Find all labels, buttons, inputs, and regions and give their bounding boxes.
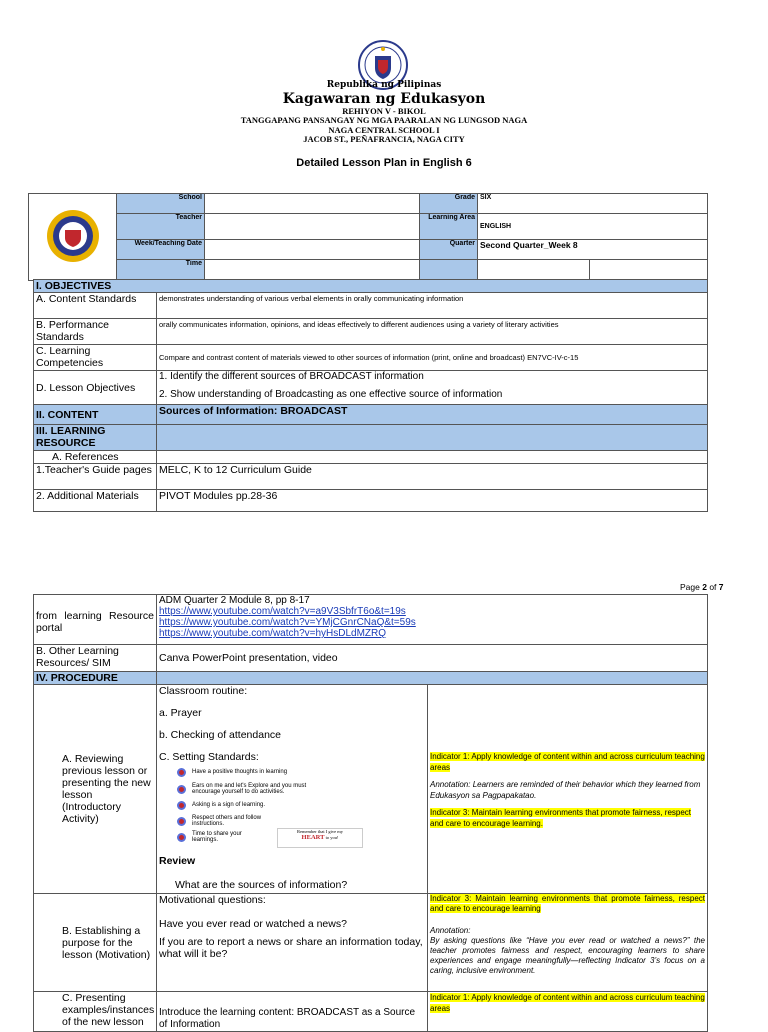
- quarter-value: Second Quarter_Week 8: [478, 240, 708, 260]
- page-prefix: Page: [680, 582, 703, 592]
- routine-text: Classroom routine:: [159, 685, 248, 697]
- lr-portal-label: from learning Resource portal: [34, 595, 157, 645]
- school-line: NAGA CENTRAL SCHOOL I: [328, 125, 440, 135]
- page-of: of: [706, 582, 719, 592]
- row-b-activity: [157, 894, 428, 992]
- row-a-indicator-1: Indicator 1: Apply knowledge of content within and across curriculum teaching areas: [430, 752, 705, 772]
- bullet-icon: [177, 768, 186, 777]
- youtube-link-3[interactable]: https://www.youtube.com/watch?v=hyHsDLdMZRQ: [159, 628, 387, 639]
- objective-2: 2. Show understanding of Broadcasting as one effective source of information: [159, 389, 503, 400]
- document-title: Detailed Lesson Plan in English 6: [296, 157, 472, 169]
- row-b-annotation: [428, 894, 708, 992]
- procedure-blank: [157, 672, 708, 685]
- youtube-link-2[interactable]: https://www.youtube.com/watch?v=YMjCGnrCNaQ&t=59s: [159, 617, 416, 628]
- teachers-guide: MELC, K to 12 Curriculum Guide: [157, 464, 708, 490]
- row-c-activity: [157, 992, 428, 1032]
- info-table: [28, 193, 708, 281]
- bullet-icon: [177, 801, 186, 810]
- school-value: [205, 194, 420, 214]
- content-heading: II. CONTENT: [34, 405, 157, 425]
- lr-portal-content: [157, 595, 708, 645]
- time-blank-3: [590, 260, 708, 281]
- motivation-q1: Have you ever read or watched a news?: [159, 918, 347, 930]
- learning-resource-blank: [157, 425, 708, 451]
- performance-standards: orally communicates information, opinions, and ideas effectively to different audiences using a variety of literary activities: [157, 319, 708, 345]
- bullet-icon: [177, 817, 186, 826]
- lesson-objectives: [157, 371, 708, 405]
- standard-item: Ears on me and let's Explore and you must encourage yourself to do activities.: [177, 780, 372, 798]
- address-line: JACOB ST., PEÑAFRANCIA, NAGA CITY: [303, 134, 465, 144]
- other-resources: Canva PowerPoint presentation, video: [157, 645, 708, 672]
- standard-item: Asking is a sign of learning.: [177, 798, 372, 813]
- page-number: [680, 582, 724, 592]
- time-blank-2: [478, 260, 590, 281]
- region-line: REHIYON V - BIKOL: [342, 106, 426, 116]
- review-question: What are the sources of information?: [175, 879, 348, 891]
- school-logo-cell: [29, 194, 117, 281]
- date-label: Week/Teaching Date: [117, 240, 205, 260]
- row-c-label: C. Presenting examples/instances of the new lesson: [34, 992, 157, 1032]
- standard-item: Time to share your learnings.: [177, 829, 372, 845]
- learning-area-label: Learning Area: [420, 214, 478, 240]
- row-a-annotation: [428, 685, 708, 894]
- row-b-label: B. Establishing a purpose for the lesson (Motivation): [34, 894, 157, 992]
- competencies: Compare and contrast content of materials viewed to other sources of information (print, online and broadcast) EN7VC-IV-c-15: [157, 345, 708, 371]
- standard-item: Respect others and follow instructions.: [177, 813, 372, 829]
- bullet-icon: [177, 833, 186, 842]
- teachers-guide-label: 1.Teacher's Guide pages: [34, 464, 157, 490]
- teacher-value: [205, 214, 420, 240]
- quarter-label: Quarter: [420, 240, 478, 260]
- page-current: 2: [702, 582, 707, 592]
- learning-area-value: ENGLISH: [478, 214, 708, 240]
- row-a-indicator-3: Indicator 3: Maintain learning environments that promote fairness, respect and care to encourage learning.: [430, 808, 692, 828]
- teacher-label: Teacher: [117, 214, 205, 240]
- standards-text: C. Setting Standards:: [159, 751, 259, 763]
- page-total: 7: [718, 582, 724, 592]
- row-b-indicator-3: Indicator 3: Maintain learning environments that promote fairness, respect and care to encourage learning: [430, 894, 705, 913]
- bullet-icon: [177, 785, 186, 794]
- content-standards-label: A. Content Standards: [34, 293, 157, 319]
- time-value: [205, 260, 420, 281]
- references-label: A. References: [34, 451, 157, 464]
- additional-materials: PIVOT Modules pp.28-36: [157, 490, 708, 512]
- republic-line: Republika ng Pilipinas: [326, 80, 442, 90]
- row-c-annotation: [428, 992, 708, 1032]
- content-standards: demonstrates understanding of various verbal elements in orally communicating information: [157, 293, 708, 319]
- row-c-text: Introduce the learning content: BROADCAST as a Source of Information: [159, 1007, 416, 1030]
- grade-label: Grade: [420, 194, 478, 214]
- date-value: [205, 240, 420, 260]
- row-b-annotation-text: By asking questions like “Have you ever read or watched a news?” the teacher promotes fairness and respect, encouraging learners to share experiences and engage meaningfully—reflecting Indicator 3’s focus on a caring, inclusive environment.: [430, 936, 705, 975]
- standard-item: Have a positive thoughts in learning: [177, 765, 372, 780]
- other-resources-label: B. Other Learning Resources/ SIM: [34, 645, 157, 672]
- time-label: Time: [117, 260, 205, 281]
- competencies-label: C. Learning Competencies: [34, 345, 157, 371]
- objective-1: 1. Identify the different sources of BROADCAST information: [159, 371, 424, 382]
- time-blank: [420, 260, 478, 281]
- references-blank: [157, 451, 708, 464]
- school-logo-icon: [45, 208, 101, 264]
- department-name: Kagawaran ng Edukasyon: [282, 91, 486, 107]
- row-c-indicator-1: Indicator 1: Apply knowledge of content within and across curriculum teaching areas: [430, 993, 705, 1013]
- standards-graphic: [177, 765, 372, 847]
- heart-note: Remember that I give my HEART to you!: [277, 828, 363, 848]
- review-heading: Review: [159, 855, 196, 867]
- lesson-objectives-label: D. Lesson Objectives: [34, 371, 157, 405]
- adm-text: ADM Quarter 2 Module 8, pp 8-17: [159, 595, 310, 606]
- lesson-table-page2: [33, 594, 708, 1032]
- row-a-label: A. Reviewing previous lesson or presenting the new lesson (Introductory Activity): [34, 685, 157, 894]
- row-a-annotation-text: Annotation: Learners are reminded of their behavior which they learned from Edukasyon sa Pagpapakatao.: [430, 780, 701, 800]
- procedure-heading: IV. PROCEDURE: [34, 672, 157, 685]
- motivation-heading: Motivational questions:: [159, 894, 266, 906]
- objectives-heading: I. OBJECTIVES: [34, 280, 708, 293]
- attendance-text: b. Checking of attendance: [159, 729, 282, 741]
- motivation-q2: If you are to report a news or share an information today, what will it be?: [159, 936, 423, 960]
- performance-standards-label: B. Performance Standards: [34, 319, 157, 345]
- division-line: TANGGAPANG PANSANGAY NG MGA PAARALAN NG LUNGSOD NAGA: [240, 115, 528, 125]
- lesson-table-page1: [33, 279, 708, 512]
- youtube-link-1[interactable]: https://www.youtube.com/watch?v=a9V3SbfrT6o&t=19s: [159, 606, 406, 617]
- learning-resource-heading: III. LEARNING RESOURCE: [34, 425, 157, 451]
- prayer-text: a. Prayer: [159, 707, 202, 719]
- additional-materials-label: 2. Additional Materials: [34, 490, 157, 512]
- content-topic: Sources of Information: BROADCAST: [157, 405, 708, 425]
- grade-value: SIX: [478, 194, 708, 214]
- school-label: School: [117, 194, 205, 214]
- row-a-activity: [157, 685, 428, 894]
- row-b-annotation-title: Annotation:: [430, 926, 471, 935]
